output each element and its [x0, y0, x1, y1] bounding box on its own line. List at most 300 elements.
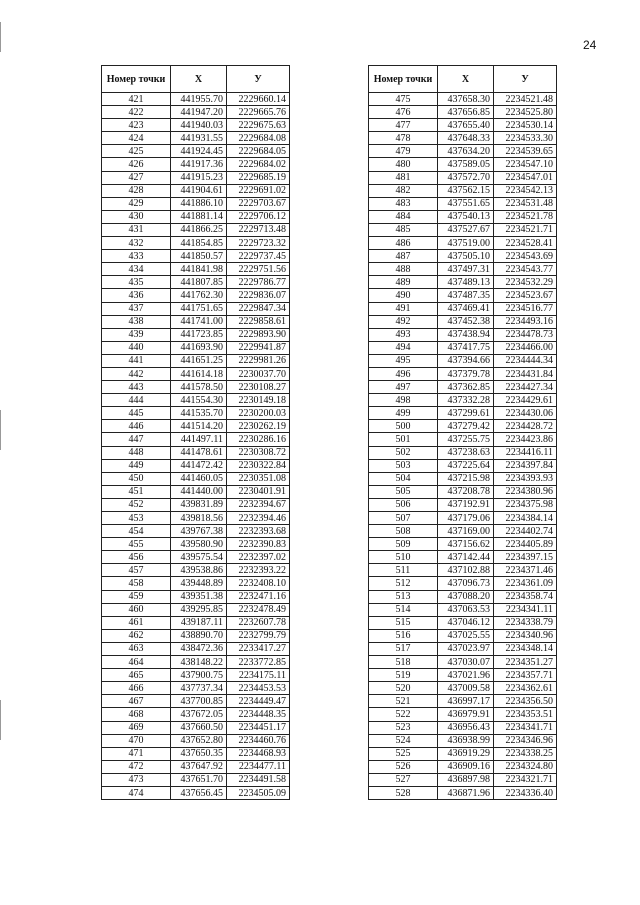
y-coordinate-cell: 2233417.27 [227, 642, 290, 655]
y-coordinate-cell: 2234380.96 [494, 485, 557, 498]
y-coordinate-cell: 2234543.69 [494, 250, 557, 263]
point-number-cell: 506 [369, 498, 438, 511]
y-coordinate-cell: 2234405.89 [494, 538, 557, 551]
x-coordinate-cell: 441940.03 [171, 119, 227, 132]
y-coordinate-cell: 2234448.35 [227, 708, 290, 721]
table-row [102, 197, 290, 210]
x-coordinate-cell: 441955.70 [171, 93, 227, 106]
y-coordinate-cell: 2229751.56 [227, 263, 290, 276]
x-coordinate-cell: 439767.38 [171, 525, 227, 538]
y-coordinate-cell: 2234532.29 [494, 276, 557, 289]
y-coordinate-cell: 2234521.48 [494, 93, 557, 106]
y-coordinate-cell: 2232394.67 [227, 498, 290, 511]
table-row [102, 721, 290, 734]
x-coordinate-cell: 437497.31 [438, 263, 494, 276]
x-coordinate-cell: 437700.85 [171, 695, 227, 708]
x-coordinate-cell: 436956.43 [438, 721, 494, 734]
point-number-cell: 478 [369, 132, 438, 145]
table-row [369, 564, 557, 577]
y-coordinate-cell: 2234341.11 [494, 603, 557, 616]
point-number-cell: 426 [102, 158, 171, 171]
y-coordinate-cell: 2234397.84 [494, 459, 557, 472]
table-body-left [102, 93, 290, 800]
point-number-cell: 461 [102, 616, 171, 629]
x-coordinate-cell: 436979.91 [438, 708, 494, 721]
table-row [102, 158, 290, 171]
x-coordinate-cell: 437021.96 [438, 669, 494, 682]
y-coordinate-cell: 2229737.45 [227, 250, 290, 263]
table-row [369, 734, 557, 747]
x-coordinate-cell: 441947.20 [171, 106, 227, 119]
x-coordinate-cell: 441472.42 [171, 459, 227, 472]
point-number-cell: 421 [102, 93, 171, 106]
x-coordinate-cell: 437452.38 [438, 315, 494, 328]
table-row [102, 171, 290, 184]
point-number-cell: 431 [102, 223, 171, 236]
point-number-cell: 515 [369, 616, 438, 629]
point-number-cell: 481 [369, 171, 438, 184]
x-coordinate-cell: 437096.73 [438, 577, 494, 590]
table-row [369, 721, 557, 734]
x-coordinate-cell: 437088.20 [438, 590, 494, 603]
y-coordinate-cell: 2230262.19 [227, 420, 290, 433]
y-coordinate-cell: 2229786.77 [227, 276, 290, 289]
y-coordinate-cell: 2229660.14 [227, 93, 290, 106]
table-row [102, 145, 290, 158]
x-coordinate-cell: 437299.61 [438, 407, 494, 420]
x-coordinate-cell: 436909.16 [438, 760, 494, 773]
point-number-cell: 500 [369, 420, 438, 433]
table-row [369, 747, 557, 760]
x-coordinate-cell: 437658.30 [438, 93, 494, 106]
point-number-cell: 503 [369, 459, 438, 472]
y-coordinate-cell: 2234521.71 [494, 223, 557, 236]
y-coordinate-cell: 2234427.34 [494, 381, 557, 394]
point-number-cell: 523 [369, 721, 438, 734]
y-coordinate-cell: 2234543.77 [494, 263, 557, 276]
y-coordinate-cell: 2229684.05 [227, 145, 290, 158]
x-coordinate-cell: 437023.97 [438, 642, 494, 655]
table-row [369, 341, 557, 354]
table-row [102, 656, 290, 669]
point-number-cell: 442 [102, 367, 171, 380]
scan-edge-mark [0, 700, 1, 740]
point-number-cell: 425 [102, 145, 171, 158]
table-row [102, 420, 290, 433]
table-row [369, 498, 557, 511]
table-row [102, 773, 290, 786]
table-body-right [369, 93, 557, 800]
table-row [369, 394, 557, 407]
x-coordinate-cell: 437900.75 [171, 669, 227, 682]
y-coordinate-cell: 2234341.71 [494, 721, 557, 734]
point-number-cell: 438 [102, 315, 171, 328]
x-coordinate-cell: 439538.86 [171, 564, 227, 577]
point-number-cell: 514 [369, 603, 438, 616]
y-coordinate-cell: 2232394.46 [227, 512, 290, 525]
point-number-cell: 453 [102, 512, 171, 525]
point-number-cell: 521 [369, 695, 438, 708]
x-coordinate-cell: 441741.00 [171, 315, 227, 328]
point-number-cell: 485 [369, 223, 438, 236]
x-coordinate-cell: 441440.00 [171, 485, 227, 498]
x-coordinate-cell: 438890.70 [171, 629, 227, 642]
y-coordinate-cell: 2234348.14 [494, 642, 557, 655]
point-number-cell: 491 [369, 302, 438, 315]
y-coordinate-cell: 2234493.16 [494, 315, 557, 328]
point-number-cell: 488 [369, 263, 438, 276]
point-number-cell: 482 [369, 184, 438, 197]
y-coordinate-cell: 2234361.09 [494, 577, 557, 590]
point-number-cell: 518 [369, 656, 438, 669]
table-row [369, 629, 557, 642]
y-coordinate-cell: 2234528.41 [494, 237, 557, 250]
point-number-cell: 479 [369, 145, 438, 158]
y-coordinate-cell: 2234530.14 [494, 119, 557, 132]
y-coordinate-cell: 2234429.61 [494, 394, 557, 407]
x-coordinate-cell: 437505.10 [438, 250, 494, 263]
x-coordinate-cell: 441881.14 [171, 210, 227, 223]
table-row [102, 525, 290, 538]
x-coordinate-cell: 437660.50 [171, 721, 227, 734]
y-coordinate-cell: 2229684.08 [227, 132, 290, 145]
x-coordinate-cell: 439295.85 [171, 603, 227, 616]
x-coordinate-cell: 436897.98 [438, 773, 494, 786]
x-coordinate-cell: 441460.05 [171, 472, 227, 485]
x-coordinate-cell: 441554.30 [171, 394, 227, 407]
point-number-cell: 511 [369, 564, 438, 577]
y-coordinate-cell: 2230037.70 [227, 367, 290, 380]
table-row [369, 158, 557, 171]
x-coordinate-cell: 437238.63 [438, 446, 494, 459]
table-row [369, 773, 557, 786]
x-coordinate-cell: 437417.75 [438, 341, 494, 354]
point-number-cell: 439 [102, 328, 171, 341]
table-row [369, 184, 557, 197]
table-row [369, 315, 557, 328]
y-coordinate-cell: 2234336.40 [494, 786, 557, 799]
x-coordinate-cell: 441478.61 [171, 446, 227, 459]
table-row [102, 603, 290, 616]
point-number-cell: 472 [102, 760, 171, 773]
table-row [102, 184, 290, 197]
x-coordinate-cell: 441841.98 [171, 263, 227, 276]
y-coordinate-cell: 2230108.27 [227, 381, 290, 394]
point-number-cell: 440 [102, 341, 171, 354]
page-number: 24 [583, 38, 597, 52]
x-coordinate-cell: 437489.13 [438, 276, 494, 289]
table-row [369, 616, 557, 629]
x-coordinate-cell: 437650.35 [171, 747, 227, 760]
point-number-cell: 455 [102, 538, 171, 551]
table-row [369, 289, 557, 302]
y-coordinate-cell: 2234491.58 [227, 773, 290, 786]
table-row [369, 525, 557, 538]
x-coordinate-cell: 437332.28 [438, 394, 494, 407]
table-row [369, 682, 557, 695]
point-number-cell: 496 [369, 367, 438, 380]
point-number-cell: 492 [369, 315, 438, 328]
table-row [102, 564, 290, 577]
y-coordinate-cell: 2230200.03 [227, 407, 290, 420]
table-row [102, 223, 290, 236]
table-row [369, 132, 557, 145]
point-number-cell: 498 [369, 394, 438, 407]
y-coordinate-cell: 2234321.71 [494, 773, 557, 786]
x-coordinate-cell: 437487.35 [438, 289, 494, 302]
point-number-cell: 502 [369, 446, 438, 459]
table-row [369, 171, 557, 184]
point-number-cell: 454 [102, 525, 171, 538]
point-number-cell: 432 [102, 237, 171, 250]
table-row [369, 669, 557, 682]
table-row [102, 250, 290, 263]
point-number-cell: 505 [369, 485, 438, 498]
table-row [102, 682, 290, 695]
table-row [369, 354, 557, 367]
table-row [369, 197, 557, 210]
y-coordinate-cell: 2232478.49 [227, 603, 290, 616]
table-row [102, 577, 290, 590]
point-number-cell: 512 [369, 577, 438, 590]
x-coordinate-cell: 439448.89 [171, 577, 227, 590]
x-coordinate-cell: 437655.40 [438, 119, 494, 132]
y-coordinate-cell: 2234547.01 [494, 171, 557, 184]
x-coordinate-cell: 437737.34 [171, 682, 227, 695]
y-coordinate-cell: 2234444.34 [494, 354, 557, 367]
point-number-cell: 525 [369, 747, 438, 760]
y-coordinate-cell: 2234453.53 [227, 682, 290, 695]
x-coordinate-cell: 441723.85 [171, 328, 227, 341]
table-header-row [102, 66, 290, 93]
x-coordinate-cell: 436919.29 [438, 747, 494, 760]
point-number-cell: 510 [369, 551, 438, 564]
y-coordinate-cell: 2230149.18 [227, 394, 290, 407]
table-row [102, 328, 290, 341]
coordinates-table-right [368, 65, 557, 800]
x-coordinate-cell: 441850.57 [171, 250, 227, 263]
header-point-number: Номер точки [369, 66, 438, 93]
table-row [102, 407, 290, 420]
point-number-cell: 424 [102, 132, 171, 145]
y-coordinate-cell: 2229665.76 [227, 106, 290, 119]
x-coordinate-cell: 437102.88 [438, 564, 494, 577]
y-coordinate-cell: 2234175.11 [227, 669, 290, 682]
table-row [102, 381, 290, 394]
point-number-cell: 519 [369, 669, 438, 682]
y-coordinate-cell: 2234416.11 [494, 446, 557, 459]
table-row [102, 210, 290, 223]
y-coordinate-cell: 2229706.12 [227, 210, 290, 223]
y-coordinate-cell: 2234478.73 [494, 328, 557, 341]
x-coordinate-cell: 441762.30 [171, 289, 227, 302]
table-row [102, 538, 290, 551]
point-number-cell: 467 [102, 695, 171, 708]
point-number-cell: 445 [102, 407, 171, 420]
x-coordinate-cell: 437179.06 [438, 512, 494, 525]
table-row [369, 786, 557, 799]
x-coordinate-cell: 437156.62 [438, 538, 494, 551]
y-coordinate-cell: 2233772.85 [227, 656, 290, 669]
y-coordinate-cell: 2229675.63 [227, 119, 290, 132]
x-coordinate-cell: 437652.80 [171, 734, 227, 747]
point-number-cell: 451 [102, 485, 171, 498]
table-row [102, 629, 290, 642]
point-number-cell: 497 [369, 381, 438, 394]
y-coordinate-cell: 2229691.02 [227, 184, 290, 197]
y-coordinate-cell: 2234324.80 [494, 760, 557, 773]
point-number-cell: 423 [102, 119, 171, 132]
table-row [369, 237, 557, 250]
x-coordinate-cell: 437379.78 [438, 367, 494, 380]
table-row [369, 577, 557, 590]
y-coordinate-cell: 2230286.16 [227, 433, 290, 446]
table-row [102, 446, 290, 459]
table-row [369, 656, 557, 669]
x-coordinate-cell: 437589.05 [438, 158, 494, 171]
y-coordinate-cell: 2234466.00 [494, 341, 557, 354]
point-number-cell: 469 [102, 721, 171, 734]
y-coordinate-cell: 2234523.67 [494, 289, 557, 302]
table-row [102, 289, 290, 302]
point-number-cell: 450 [102, 472, 171, 485]
point-number-cell: 435 [102, 276, 171, 289]
x-coordinate-cell: 438472.36 [171, 642, 227, 655]
point-number-cell: 516 [369, 629, 438, 642]
x-coordinate-cell: 439575.54 [171, 551, 227, 564]
y-coordinate-cell: 2230401.91 [227, 485, 290, 498]
y-coordinate-cell: 2232408.10 [227, 577, 290, 590]
point-number-cell: 471 [102, 747, 171, 760]
point-number-cell: 466 [102, 682, 171, 695]
table-row [102, 315, 290, 328]
y-coordinate-cell: 2229981.26 [227, 354, 290, 367]
table-row [369, 446, 557, 459]
table-row [369, 459, 557, 472]
point-number-cell: 494 [369, 341, 438, 354]
point-number-cell: 504 [369, 472, 438, 485]
x-coordinate-cell: 437438.94 [438, 328, 494, 341]
y-coordinate-cell: 2234431.84 [494, 367, 557, 380]
x-coordinate-cell: 441751.65 [171, 302, 227, 315]
table-row [102, 512, 290, 525]
y-coordinate-cell: 2234375.98 [494, 498, 557, 511]
point-number-cell: 475 [369, 93, 438, 106]
x-coordinate-cell: 441931.55 [171, 132, 227, 145]
y-coordinate-cell: 2232471.16 [227, 590, 290, 603]
x-coordinate-cell: 441854.85 [171, 237, 227, 250]
table-row [369, 93, 557, 106]
x-coordinate-cell: 441497.11 [171, 433, 227, 446]
table-row [102, 786, 290, 799]
x-coordinate-cell: 437208.78 [438, 485, 494, 498]
table-row [102, 734, 290, 747]
x-coordinate-cell: 437648.33 [438, 132, 494, 145]
table-row [369, 695, 557, 708]
y-coordinate-cell: 2234362.61 [494, 682, 557, 695]
x-coordinate-cell: 436871.96 [438, 786, 494, 799]
point-number-cell: 441 [102, 354, 171, 367]
y-coordinate-cell: 2234516.77 [494, 302, 557, 315]
table-row [369, 485, 557, 498]
y-coordinate-cell: 2230308.72 [227, 446, 290, 459]
y-coordinate-cell: 2232393.68 [227, 525, 290, 538]
x-coordinate-cell: 437063.53 [438, 603, 494, 616]
y-coordinate-cell: 2234477.11 [227, 760, 290, 773]
point-number-cell: 429 [102, 197, 171, 210]
y-coordinate-cell: 2234346.96 [494, 734, 557, 747]
table-row [369, 250, 557, 263]
table-row [102, 367, 290, 380]
y-coordinate-cell: 2232607.78 [227, 616, 290, 629]
point-number-cell: 437 [102, 302, 171, 315]
point-number-cell: 459 [102, 590, 171, 603]
header-point-number: Номер точки [102, 66, 171, 93]
y-coordinate-cell: 2234468.93 [227, 747, 290, 760]
x-coordinate-cell: 441915.23 [171, 171, 227, 184]
table-row [369, 433, 557, 446]
table-row [369, 145, 557, 158]
x-coordinate-cell: 439818.56 [171, 512, 227, 525]
y-coordinate-cell: 2234525.80 [494, 106, 557, 119]
table-row [102, 106, 290, 119]
table-row [369, 328, 557, 341]
point-number-cell: 464 [102, 656, 171, 669]
point-number-cell: 448 [102, 446, 171, 459]
x-coordinate-cell: 441651.25 [171, 354, 227, 367]
x-coordinate-cell: 441917.36 [171, 158, 227, 171]
table-row [102, 276, 290, 289]
x-coordinate-cell: 439351.38 [171, 590, 227, 603]
x-coordinate-cell: 437030.07 [438, 656, 494, 669]
table-row [102, 695, 290, 708]
point-number-cell: 463 [102, 642, 171, 655]
x-coordinate-cell: 437540.13 [438, 210, 494, 223]
header-y: У [494, 66, 557, 93]
header-y: У [227, 66, 290, 93]
y-coordinate-cell: 2229858.61 [227, 315, 290, 328]
x-coordinate-cell: 437009.58 [438, 682, 494, 695]
point-number-cell: 470 [102, 734, 171, 747]
x-coordinate-cell: 437656.85 [438, 106, 494, 119]
table-row [102, 498, 290, 511]
point-number-cell: 526 [369, 760, 438, 773]
table-row [369, 512, 557, 525]
point-number-cell: 443 [102, 381, 171, 394]
table-row [369, 210, 557, 223]
point-number-cell: 465 [102, 669, 171, 682]
table-row [369, 708, 557, 721]
point-number-cell: 484 [369, 210, 438, 223]
y-coordinate-cell: 2232393.22 [227, 564, 290, 577]
y-coordinate-cell: 2234451.17 [227, 721, 290, 734]
point-number-cell: 480 [369, 158, 438, 171]
x-coordinate-cell: 441578.50 [171, 381, 227, 394]
y-coordinate-cell: 2234539.65 [494, 145, 557, 158]
x-coordinate-cell: 441866.25 [171, 223, 227, 236]
table-row [102, 263, 290, 276]
point-number-cell: 428 [102, 184, 171, 197]
point-number-cell: 430 [102, 210, 171, 223]
point-number-cell: 486 [369, 237, 438, 250]
table-header-row [369, 66, 557, 93]
y-coordinate-cell: 2234357.71 [494, 669, 557, 682]
x-coordinate-cell: 439580.90 [171, 538, 227, 551]
table-row [102, 747, 290, 760]
table-row [369, 302, 557, 315]
x-coordinate-cell: 436938.99 [438, 734, 494, 747]
y-coordinate-cell: 2229723.32 [227, 237, 290, 250]
